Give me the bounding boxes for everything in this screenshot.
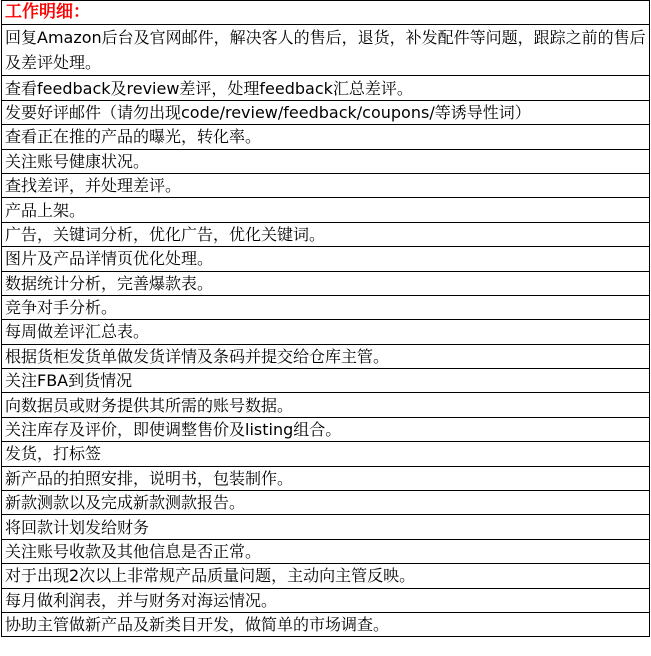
table-cell[interactable]: 数据统计分析，完善爆款表。 [2, 271, 650, 295]
table-cell[interactable]: 关注库存及评价，即使调整售价及listing组合。 [2, 417, 650, 441]
table-cell[interactable]: 每月做利润表，并与财务对海运情况。 [2, 588, 650, 612]
table-cell[interactable]: 关注FBA到货情况 [2, 369, 650, 393]
table-cell[interactable]: 关注账号健康状况。 [2, 149, 650, 173]
table-row [2, 173, 650, 197]
table-row [2, 417, 650, 441]
table-row [2, 25, 650, 76]
table-row [2, 612, 650, 636]
table-cell[interactable]: 查找差评，并处理差评。 [2, 173, 650, 197]
table-cell[interactable]: 产品上架。 [2, 198, 650, 222]
table-row [2, 247, 650, 271]
work-details-body [2, 1, 650, 637]
table-row [2, 295, 650, 319]
table-cell[interactable]: 将回款计划发给财务 [2, 515, 650, 539]
table-cell[interactable]: 竞争对手分析。 [2, 295, 650, 319]
table-cell[interactable]: 新款测款以及完成新款测款报告。 [2, 491, 650, 515]
table-title[interactable]: 工作明细： [2, 1, 650, 25]
table-cell[interactable]: 每周做差评汇总表。 [2, 320, 650, 344]
table-row [2, 515, 650, 539]
table-cell[interactable]: 查看feedback及review差评，处理feedback汇总差评。 [2, 76, 650, 100]
table-cell[interactable]: 广告，关键词分析，优化广告，优化关键词。 [2, 222, 650, 246]
table-row [2, 466, 650, 490]
table-row [2, 344, 650, 368]
table-cell[interactable]: 新产品的拍照安排，说明书，包装制作。 [2, 466, 650, 490]
table-row [2, 539, 650, 563]
table-row [2, 442, 650, 466]
table-cell[interactable]: 向数据员或财务提供其所需的账号数据。 [2, 393, 650, 417]
table-row [2, 149, 650, 173]
table-cell[interactable]: 根据货柜发货单做发货详情及条码并提交给仓库主管。 [2, 344, 650, 368]
table-cell[interactable]: 对于出现2次以上非常规产品质量问题，主动向主管反映。 [2, 564, 650, 588]
table-row [2, 198, 650, 222]
table-cell[interactable]: 关注账号收款及其他信息是否正常。 [2, 539, 650, 563]
table-cell[interactable]: 回复Amazon后台及官网邮件，解决客人的售后，退货，补发配件等问题，跟踪之前的售后及差评处理。 [2, 25, 650, 76]
table-cell[interactable]: 发货，打标签 [2, 442, 650, 466]
table-cell[interactable]: 协助主管做新产品及新类目开发，做简单的市场调查。 [2, 612, 650, 636]
table-row [2, 491, 650, 515]
table-row [2, 222, 650, 246]
table-row [2, 588, 650, 612]
table-cell[interactable]: 图片及产品详情页优化处理。 [2, 247, 650, 271]
table-row [2, 76, 650, 100]
table-row [2, 393, 650, 417]
table-row [2, 320, 650, 344]
table-row [2, 271, 650, 295]
table-row [2, 564, 650, 588]
table-row [2, 125, 650, 149]
table-row [2, 369, 650, 393]
table-row [2, 100, 650, 124]
header-row [2, 1, 650, 25]
table-cell[interactable]: 发要好评邮件（请勿出现code/review/feedback/coupons/等诱导性词） [2, 100, 650, 124]
work-details-table [1, 0, 650, 637]
table-cell[interactable]: 查看正在推的产品的曝光，转化率。 [2, 125, 650, 149]
